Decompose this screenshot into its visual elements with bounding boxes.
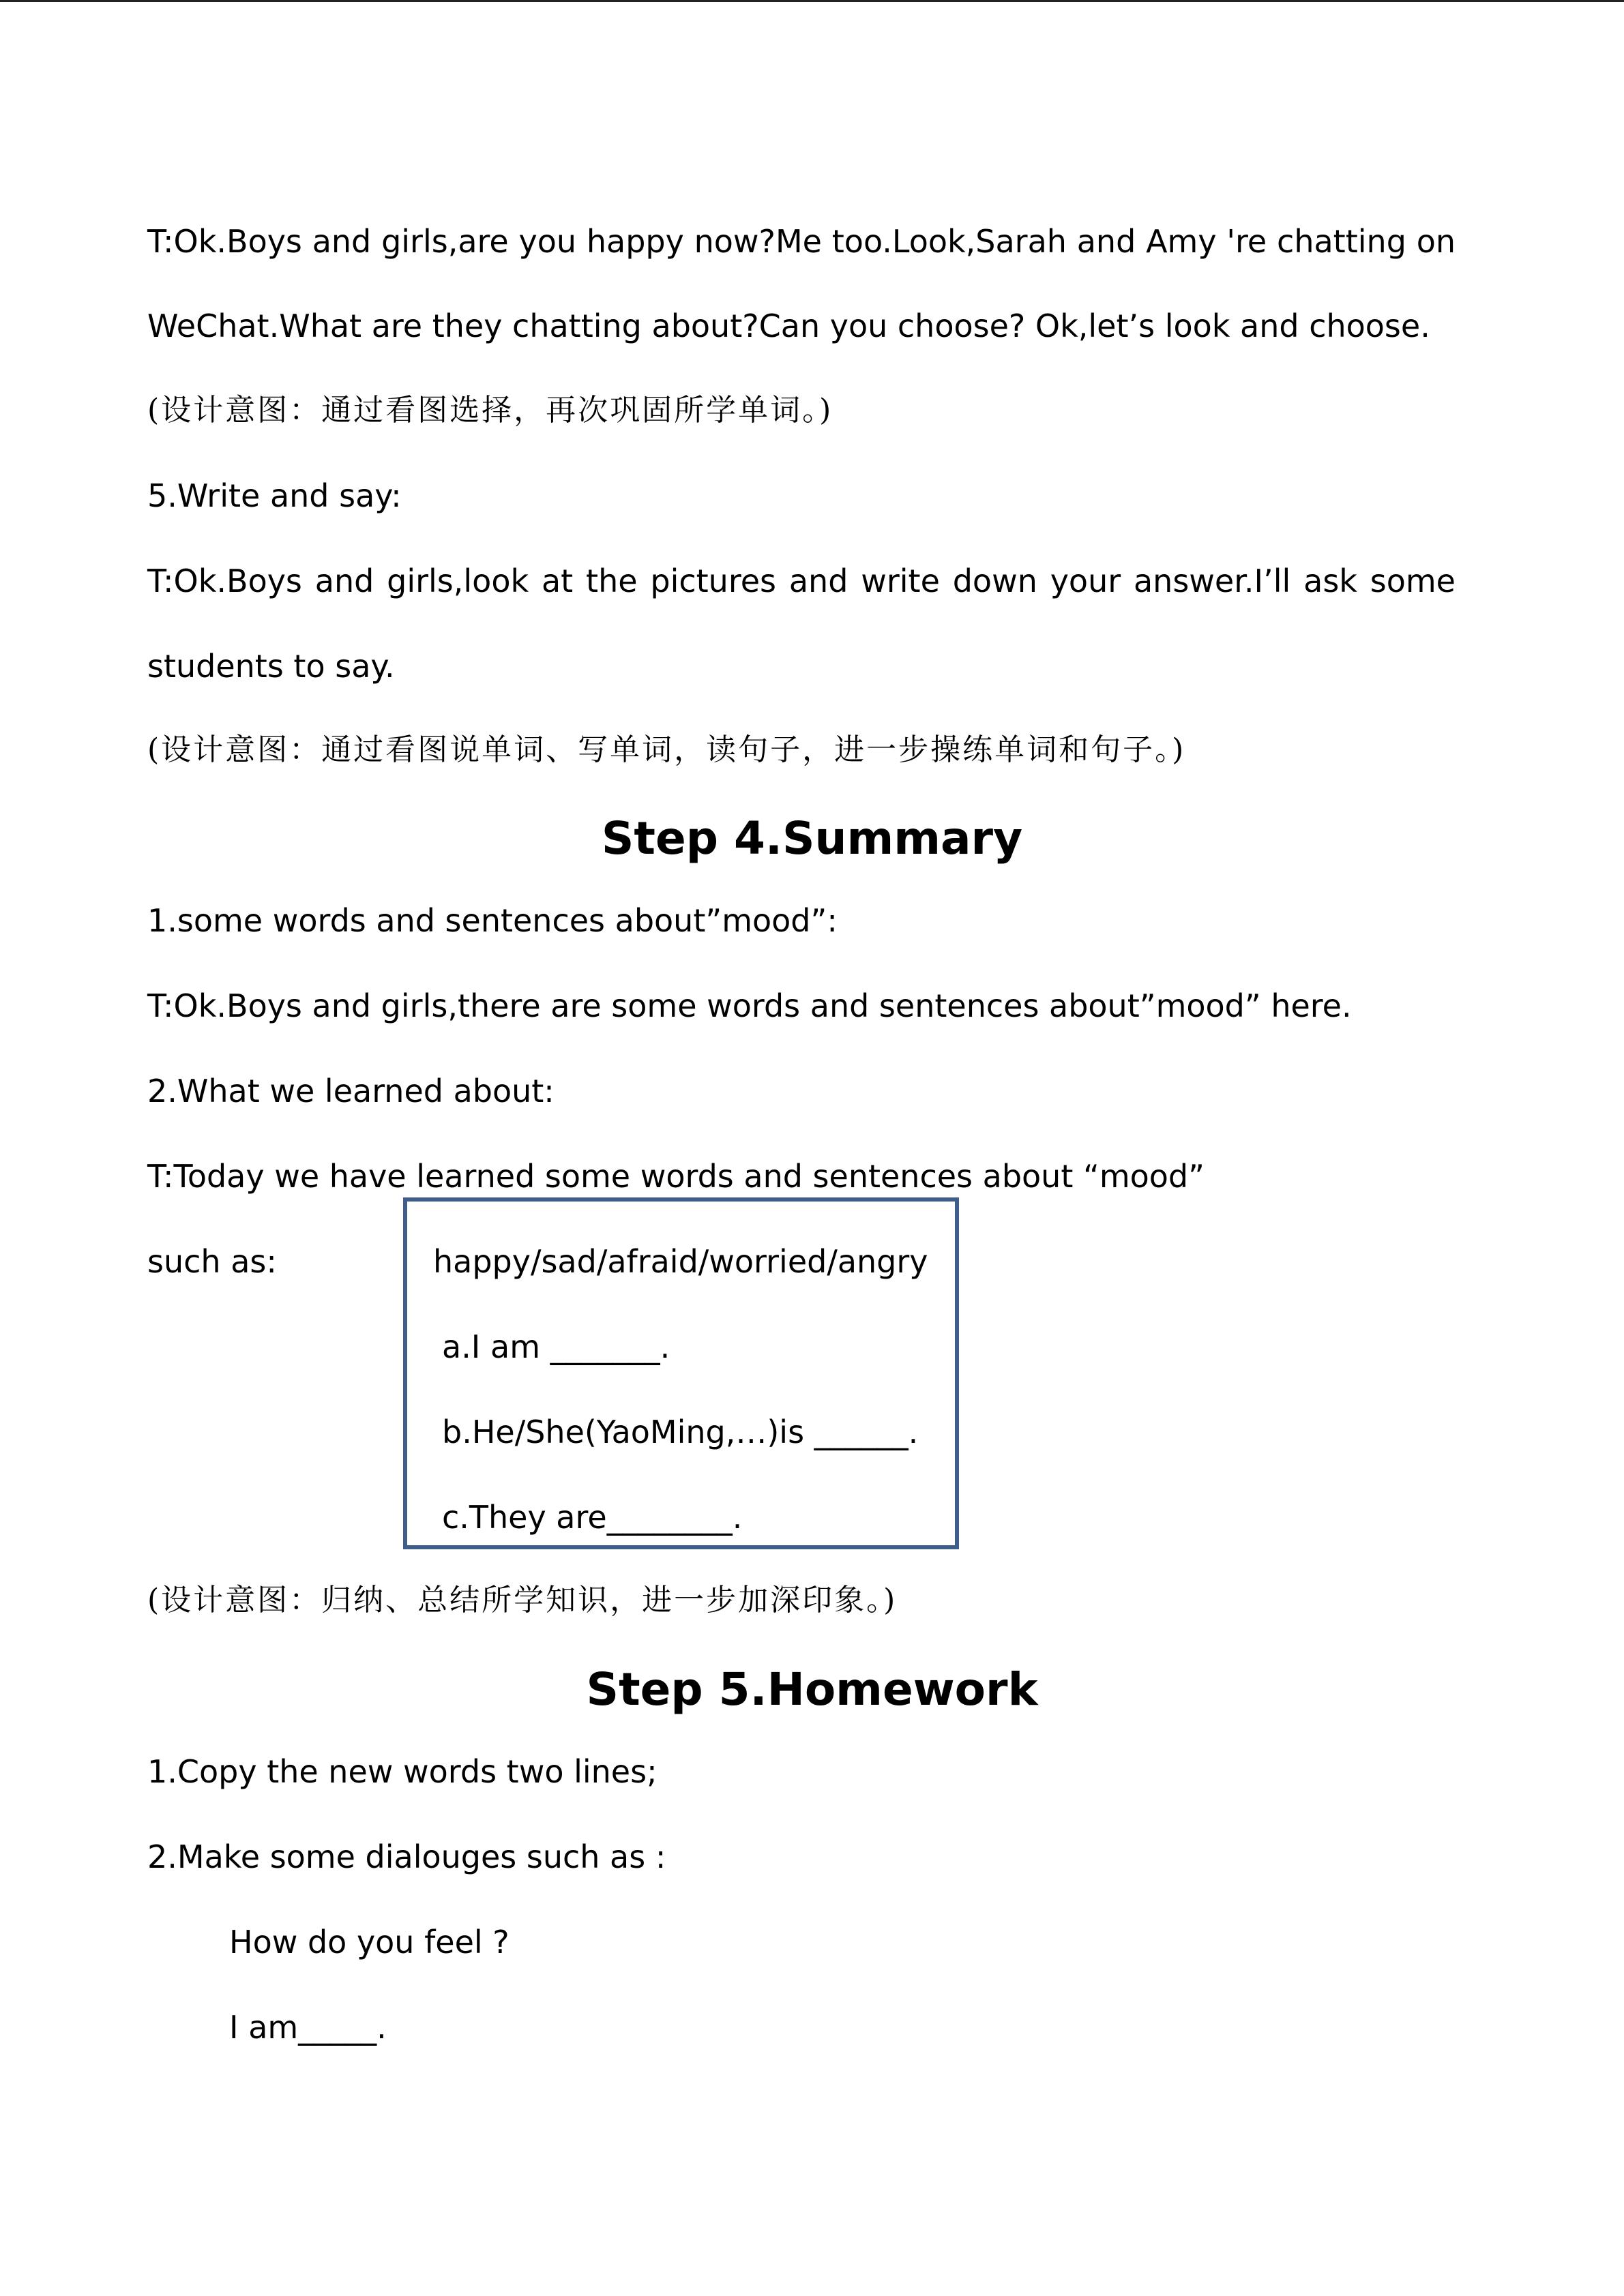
page-top-border bbox=[0, 0, 1624, 2]
step3-paragraph-line-2: WeChat.What are they chatting about?Can you choose? Ok,let’s look and choose. bbox=[147, 308, 1430, 344]
write-and-say-line-2: students to say. bbox=[147, 648, 395, 685]
summary-box bbox=[403, 1197, 959, 1549]
write-and-say-line-1: T:Ok.Boys and girls,look at the pictures and write down your answer.I’ll ask some bbox=[147, 563, 1456, 599]
summary-box-sentence-a: a.I am _______. bbox=[442, 1328, 670, 1365]
step5-heading: Step 5.Homework bbox=[586, 1663, 1038, 1716]
homework-dialogue-answer: I am_____. bbox=[229, 2009, 387, 2046]
summary-item-2: 2.What we learned about: bbox=[147, 1073, 555, 1109]
such-as-label: such as: bbox=[147, 1243, 277, 1280]
summary-item-1-text: T:Ok.Boys and girls,there are some words and sentences about”mood” here. bbox=[147, 987, 1352, 1024]
design-intent-note-2: (设计意图：通过看图说单词、写单词，读句子，进一步操练单词和句子。) bbox=[147, 732, 1186, 767]
summary-item-2-text: T:Today we have learned some words and sentences about “mood” bbox=[147, 1158, 1205, 1195]
homework-item-1: 1.Copy the new words two lines; bbox=[147, 1753, 658, 1790]
homework-item-2: 2.Make some dialouges such as : bbox=[147, 1838, 666, 1875]
write-and-say-title: 5.Write and say: bbox=[147, 477, 402, 514]
step3-paragraph-line-1: T:Ok.Boys and girls,are you happy now?Me too.Look,Sarah and Amy 're chatting on bbox=[147, 223, 1456, 260]
summary-box-sentence-b: b.He/She(YaoMing,…)is ______. bbox=[442, 1414, 919, 1450]
summary-box-words: happy/sad/afraid/worried/angry bbox=[433, 1243, 928, 1280]
summary-item-1: 1.some words and sentences about”mood”: bbox=[147, 902, 838, 939]
design-intent-note-1: (设计意图：通过看图选择，再次巩固所学单词。) bbox=[147, 393, 833, 428]
homework-dialogue-question: How do you feel ? bbox=[229, 1924, 510, 1960]
summary-box-sentence-c: c.They are________. bbox=[442, 1499, 743, 1536]
step4-heading: Step 4.Summary bbox=[601, 812, 1023, 865]
design-intent-note-3: (设计意图：归纳、总结所学知识，进一步加深印象。) bbox=[147, 1583, 898, 1617]
